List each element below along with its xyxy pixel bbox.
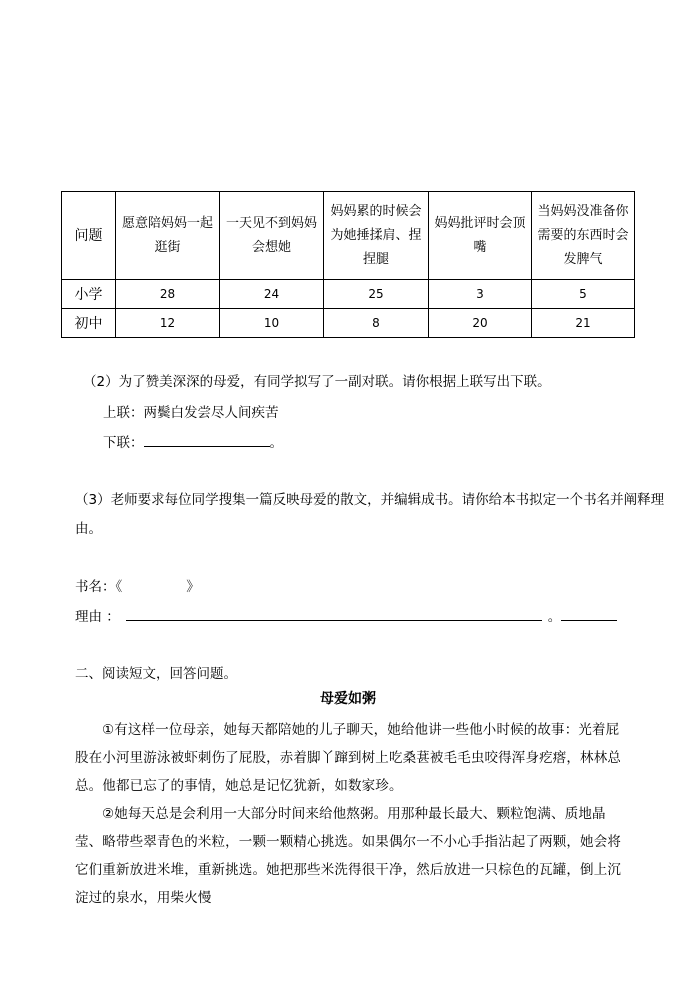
couplet-lower-end: 。: [269, 435, 283, 451]
table-cell: 5: [532, 280, 635, 309]
reason-answer-blank-2[interactable]: [561, 606, 617, 621]
couplet-lower-label: 下联：: [103, 435, 144, 451]
passage-title: 母爱如粥: [320, 691, 376, 707]
table-cell: 3: [429, 280, 532, 309]
book-title-end: 》: [186, 579, 200, 595]
table-header-cell: 妈妈批评时会顶嘴: [429, 192, 532, 280]
table-header-cell: 愿意陪妈妈一起逛街: [116, 192, 220, 280]
reason-line: [75, 606, 617, 627]
reason-label: 理由 ：: [75, 609, 120, 625]
section-heading: 二、阅读短文，回答问题。: [75, 666, 237, 682]
reason-answer-blank[interactable]: [126, 606, 542, 621]
table-cell: 10: [220, 309, 324, 338]
book-title-line: [75, 577, 200, 597]
table-cell: 12: [116, 309, 220, 338]
table-cell: 24: [220, 280, 324, 309]
passage-paragraph-1: ①有这样一位母亲，她每天都陪她的儿子聊天，她给他讲一些他小时候的故事：光着屁股在小河里游泳被虾刺伤了屁股，赤着脚丫蹿到树上吃桑葚被毛毛虫咬得浑身疙瘩，林林总总。他都已忘了的事情，她总是记忆犹新，如数家珍。: [75, 722, 621, 794]
table-cell: 8: [324, 309, 429, 338]
table-row: [62, 309, 635, 338]
table-row: [62, 280, 635, 309]
survey-table: [61, 191, 635, 338]
table-header-cell: 当妈妈没准备你需要的东西时会发脾气: [532, 192, 635, 280]
table-cell: 28: [116, 280, 220, 309]
question-3-prompt: （3）老师要求每位同学搜集一篇反映母爱的散文，并编辑成书。请你给本书拟定一个书名并阐释理: [75, 492, 665, 508]
couplet-upper-line: 上联：两鬓白发尝尽人间疾苦: [103, 405, 279, 421]
table-header-cell: 问题: [62, 192, 116, 280]
table-header-row: [62, 192, 635, 280]
question-2-prompt: （2）为了赞美深深的母爱，有同学拟写了一副对联。请你根据上联写出下联。: [83, 374, 551, 390]
question-3-prompt-cont: 由。: [75, 521, 102, 537]
couplet-lower-line: [103, 432, 283, 453]
book-title-label: 书名：《: [75, 579, 123, 595]
table-header-cell: 一天见不到妈妈会想她: [220, 192, 324, 280]
passage-paragraph-2: ②她每天总是会利用一大部分时间来给他熬粥。用那种最长最大、颗粒饱满、质地晶莹、略带些翠青色的米粒，一颗一颗精心挑选。如果偶尔一不小心手指沾起了两颗，她会将它们重新放进米堆，重新挑选。她把那些米洗得很干净，然后放进一只棕色的瓦罐，倒上沉淀过的泉水，用柴火慢: [75, 806, 621, 906]
couplet-lower-answer-blank[interactable]: [144, 432, 270, 447]
table-header-cell: 妈妈累的时候会为她捶揉肩、捏捏腿: [324, 192, 429, 280]
table-cell: 20: [429, 309, 532, 338]
table-cell: 21: [532, 309, 635, 338]
table-row-label: 初中: [62, 309, 116, 338]
table-cell: 25: [324, 280, 429, 309]
table-row-label: 小学: [62, 280, 116, 309]
reason-end: 。: [547, 609, 562, 625]
